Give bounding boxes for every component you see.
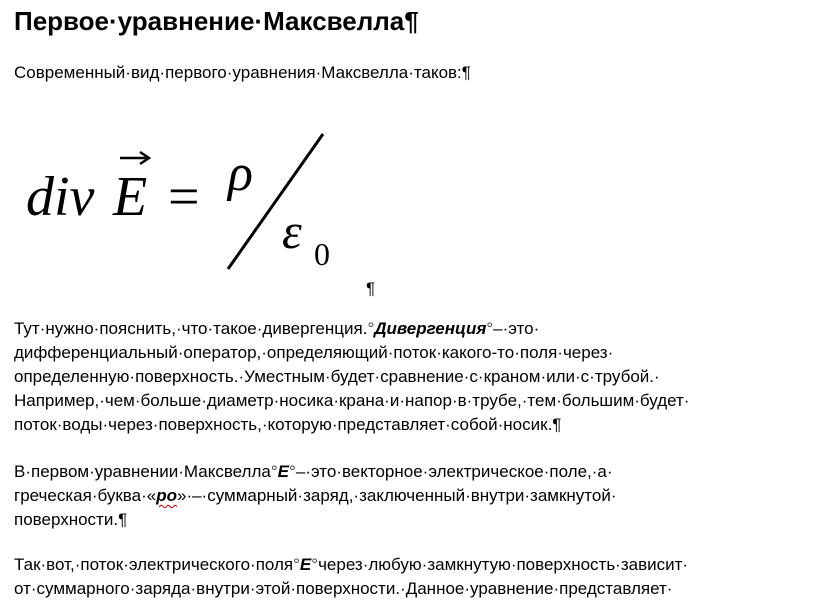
term-e: E [299, 555, 312, 574]
p1-line-1 [14, 318, 539, 340]
p1-line-5: поток·воды·через·поверхность,·которую·представляет·собой·носик.¶ [14, 415, 562, 434]
p2-line-1 [14, 461, 613, 483]
formula-equals: = [168, 166, 200, 228]
p3-line-2: от·суммарного·заряда·внутри·этой·поверхности.·Данное·уравнение·представляет· [14, 579, 673, 598]
formula-e: E [113, 166, 148, 228]
term-divergence: Дивергенция [374, 319, 487, 338]
p2-text: греческая·буква·« [14, 486, 157, 505]
p1-line-4: Например,·чем·больше·диаметр·носика·крана·и·напор·в·трубе,·тем·большим·будет· [14, 391, 690, 410]
vector-arrow [120, 152, 149, 164]
p2-text: В·первом·уравнении·Максвелла [14, 462, 271, 481]
hidden-mark: ° [311, 555, 319, 574]
formula-div: div [26, 166, 95, 228]
term-e: E [277, 462, 290, 481]
hidden-mark: ° [293, 555, 300, 574]
p2-text: –·это·векторное·электрическое·поле,·а· [295, 462, 613, 481]
p1-line-3: определенную·поверхность.·Уместным·будет·сравнение·с·краном·или·с·трубой.· [14, 367, 660, 386]
formula-pilcrow: ¶ [366, 279, 376, 298]
maxwell-formula [20, 125, 380, 295]
heading: Первое·уравнение·Максвелла¶ [14, 6, 419, 36]
p2-line-2 [14, 485, 617, 507]
p1-text: Тут·нужно·пояснить,·что·такое·дивергенция. [14, 319, 368, 338]
hidden-mark: ° [270, 462, 278, 481]
formula-epsilon: ε [282, 203, 302, 259]
hidden-mark: ° [289, 462, 296, 481]
hidden-mark: ° [367, 319, 375, 338]
p1-line-2: дифференциальный·оператор,·определяющий·поток·какого-то·поля·через· [14, 343, 614, 362]
formula-rho: ρ [228, 145, 253, 202]
p1-text: –·это· [493, 319, 540, 338]
p2-line-3: поверхности.¶ [14, 510, 128, 529]
hidden-mark: ° [486, 319, 494, 338]
p2-text: »·–·суммарный·заряд,·заключенный·внутри·замкнутой· [176, 486, 617, 505]
p3-text: через·любую·замкнутую·поверхность·зависит· [318, 555, 689, 574]
p3-line-1 [14, 554, 688, 576]
formula-subscript: 0 [314, 236, 330, 272]
p3-text: Так·вот,·поток·электрического·поля [14, 555, 294, 574]
intro-line: Современный·вид·первого·уравнения·Максвелла·таков:¶ [14, 63, 471, 82]
term-ro: ро [156, 486, 177, 505]
